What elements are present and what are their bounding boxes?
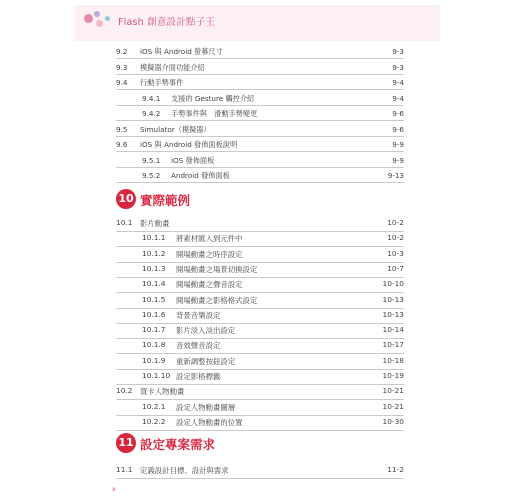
toc-entry-number: 9.4	[116, 78, 128, 87]
toc-entry-title: 設定人物動畫圖層	[176, 402, 236, 412]
toc-entry-page: 9-13	[387, 171, 404, 180]
toc-entry-page: 10-2	[387, 233, 404, 243]
toc-entry-page: 10-13	[382, 294, 404, 304]
toc-entry-page: 9-9	[392, 155, 404, 165]
toc-entry-number: 9.6	[116, 140, 128, 149]
toc-entry-page: 10-2	[387, 218, 404, 227]
chapter-title: 實際範例	[140, 193, 191, 208]
toc-entry-title: 背景音樂設定	[176, 310, 221, 320]
toc-entry-page: 9-4	[392, 78, 404, 87]
toc-entry-title: 設定影格標籤	[176, 372, 221, 381]
toc-entry-number: 9.4.1	[142, 93, 161, 103]
toc-entry-title: 重新調整按鈕設定	[176, 356, 236, 366]
toc-entry-number: 10.2.2	[142, 416, 166, 426]
toc-entry-number: 9.2	[116, 47, 128, 56]
chapter-number-badge: 11	[116, 433, 136, 453]
toc-entry-number: 10.1.5	[142, 294, 166, 304]
toc-entry-page: 9-4	[392, 93, 404, 103]
toc-entry-title: 定義設計目標、設計與需求	[140, 466, 229, 475]
toc-entry-number: 10.2.1	[142, 401, 166, 411]
toc-entry-page: 10-10	[382, 279, 404, 289]
toc-entry-number: 9.3	[116, 62, 128, 72]
toc-entry	[116, 76, 404, 90]
toc-entry-title: iOS 與 Android 螢幕尺寸	[140, 47, 223, 56]
toc-entry	[116, 169, 404, 183]
toc-entry-page: 10-13	[382, 309, 404, 319]
toc-entry	[116, 123, 404, 137]
toc-entry-number: 9.5	[116, 124, 128, 134]
toc-entry-number: 10.1.9	[142, 355, 166, 365]
toc-entry-title: 將素材匯入到元件中	[176, 234, 243, 244]
toc-entry	[116, 107, 404, 121]
toc-entry-title: 設定人物動畫的位置	[176, 417, 243, 427]
toc-entry-number: 10.1.2	[142, 248, 166, 258]
toc-entry-title: 影片淡入淡出設定	[176, 326, 236, 336]
toc-entry	[116, 61, 404, 75]
toc-entry-number: 10.1	[116, 218, 133, 227]
toc-entry-page: 10-3	[387, 248, 404, 258]
toc-entry-number: 10.1.4	[142, 279, 166, 289]
toc-entry-number: 10.1.1	[142, 233, 166, 243]
toc-entry-number: 10.2	[116, 386, 133, 396]
toc-entry	[116, 92, 404, 106]
toc-entry-title: 開場動畫之時序設定	[176, 249, 243, 259]
toc-entry-number: 10.1.8	[142, 340, 166, 350]
toc-entry-page: 10-17	[382, 340, 404, 350]
toc-entry-page: 10-19	[382, 371, 404, 380]
toc-entry-title: 開場動畫之影格格式設定	[176, 295, 258, 305]
toc-entry-page: 10-18	[382, 355, 404, 365]
toc-entry-page: 10-14	[382, 325, 404, 335]
toc-entry-number: 9.4.2	[142, 109, 161, 118]
toc-entry-title: 開場動畫之聲音設定	[176, 280, 243, 290]
toc-entry-page: 10-21	[382, 386, 404, 396]
toc-entry-title: 音效聲音設定	[176, 341, 221, 351]
toc-entry-number: 10.1.7	[142, 325, 166, 335]
page-number: x	[112, 486, 116, 493]
toc-entry-number: 10.1.3	[142, 263, 166, 273]
toc-entry-number: 11.1	[116, 465, 133, 474]
toc-entry-title: 賀卡人物動畫	[140, 387, 185, 397]
toc-entry-title: 支援的 Gesture 觸控介紹	[171, 93, 255, 103]
toc-entry-number: 10.1.6	[142, 309, 166, 319]
toc-entry-page: 9-3	[392, 62, 404, 72]
toc-entry-title: iOS 與 Android 發佈面板說明	[140, 140, 238, 149]
toc-entry-page: 10-30	[382, 416, 404, 426]
toc-entry-title: 行動手勢事件	[140, 78, 184, 87]
toc-entry	[116, 414, 404, 431]
toc-entry-page: 9-6	[392, 109, 404, 118]
toc-entry-page: 10-7	[387, 263, 404, 273]
toc-entry-page: 9-6	[392, 124, 404, 134]
toc-entry-title: iOS 發佈面板	[171, 155, 215, 165]
toc-entry	[116, 138, 404, 152]
toc-entry-title: Simulator（模擬器）	[140, 124, 211, 134]
toc-entry-title: Android 發佈面板	[171, 171, 230, 180]
toc-entry-page: 9-9	[392, 140, 404, 149]
toc-entry-number: 10.1.10	[142, 371, 171, 380]
decorative-dots-icon	[82, 10, 122, 32]
toc-entry	[116, 154, 404, 168]
book-title: Flash 創意設計點子王	[118, 17, 216, 28]
toc-entry-title: 影片動畫	[140, 219, 170, 228]
toc-entry	[116, 462, 404, 479]
toc-entry-number: 9.5.2	[142, 171, 161, 180]
chapter-title: 設定專案需求	[140, 437, 216, 452]
toc-entry-page: 9-3	[392, 47, 404, 56]
toc-entry	[116, 45, 404, 59]
toc-entry-title: 模擬器介面功能介紹	[140, 62, 205, 72]
toc-entry-title: 手勢事件與 滑動手勢變更	[171, 109, 258, 118]
toc-entry-page: 10-21	[382, 401, 404, 411]
chapter-number-badge: 10	[116, 189, 136, 209]
toc-entry-title: 開場動畫之場景切換設定	[176, 264, 258, 274]
toc-entry-number: 9.5.1	[142, 155, 161, 165]
toc-entry-page: 11-2	[387, 465, 404, 474]
